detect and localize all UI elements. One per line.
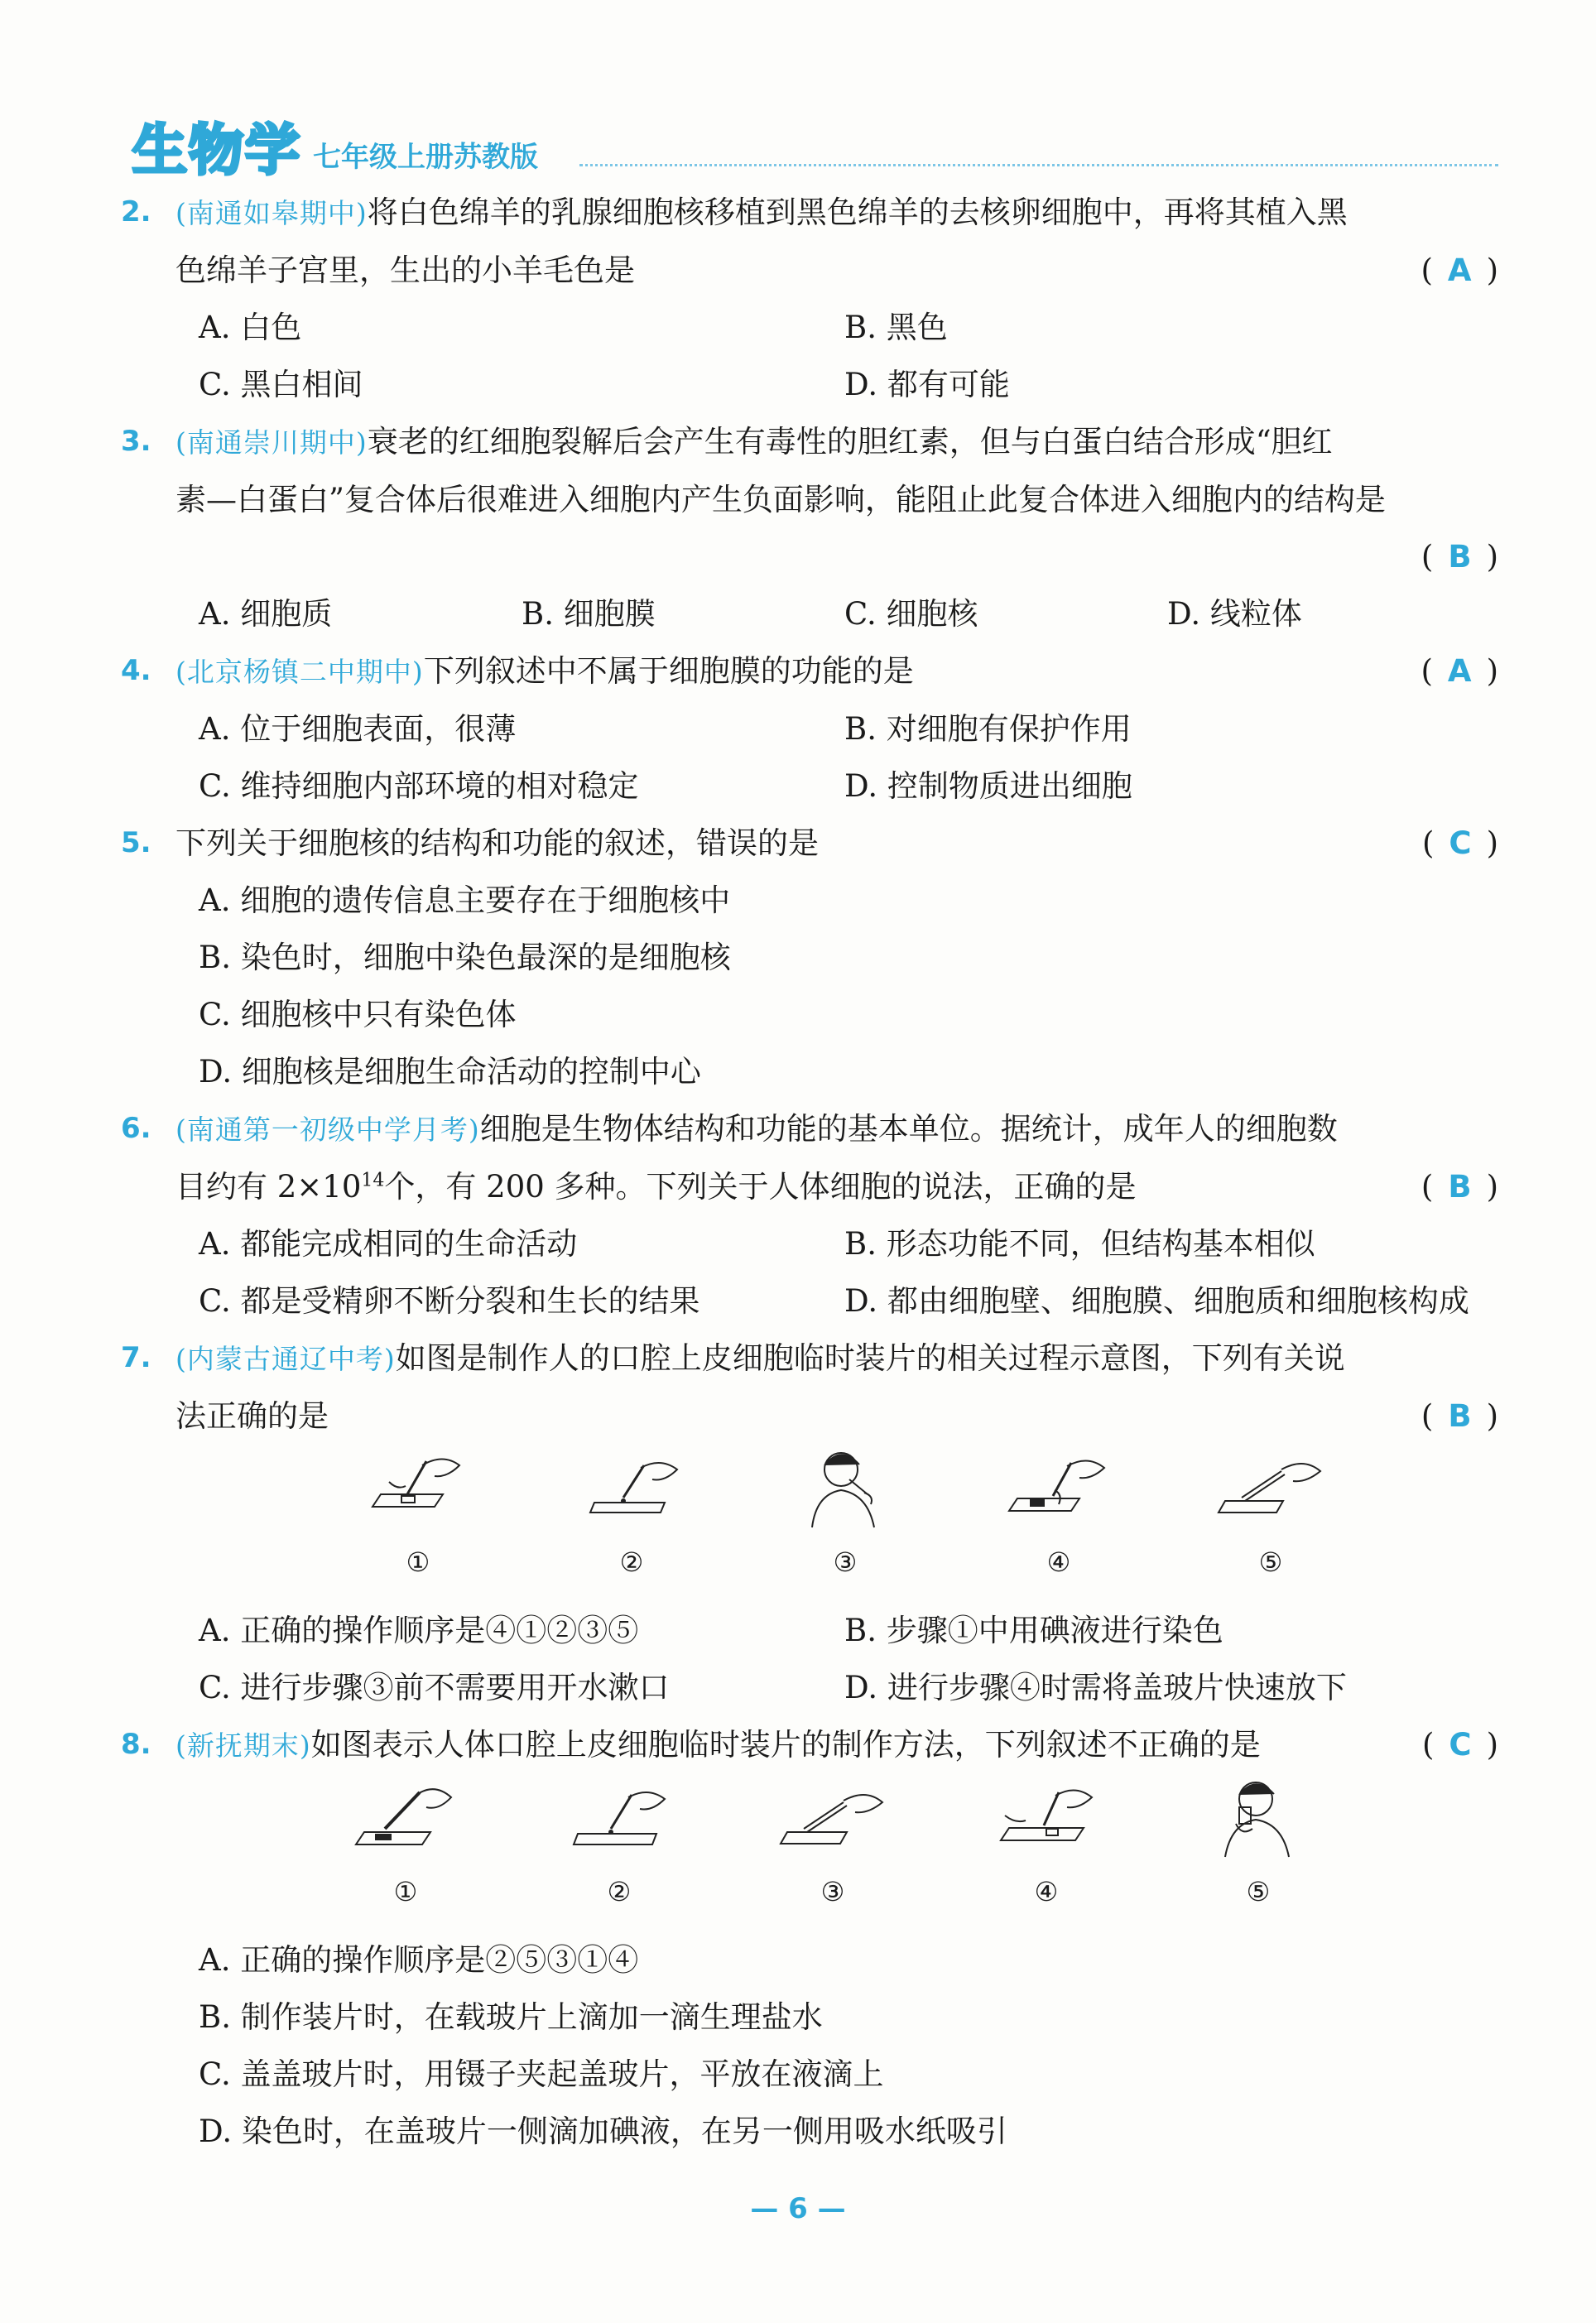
figure-step bbox=[352, 1774, 459, 1907]
option-a: A. 细胞的遗传信息主要存在于细胞核中 bbox=[199, 883, 731, 918]
person-swab-illustration bbox=[791, 1445, 899, 1536]
figure-label: ⑤ bbox=[1246, 1876, 1271, 1907]
option-c: C. 维持细胞内部环境的相对稳定 bbox=[199, 768, 639, 804]
answer-letter: B bbox=[1448, 1398, 1472, 1434]
option-b: B. 黑色 bbox=[844, 310, 948, 345]
figure-label: ③ bbox=[820, 1876, 845, 1907]
question-text: 下列叙述中不属于细胞膜的功能的是 bbox=[423, 653, 914, 689]
option-b: B. 染色时，细胞中染色最深的是细胞核 bbox=[199, 940, 731, 975]
question-5 bbox=[121, 815, 1498, 1100]
exponent: 14 bbox=[361, 1170, 385, 1191]
question-3 bbox=[121, 413, 1498, 642]
option-b: B. 步骤①中用碘液进行染色 bbox=[844, 1613, 1223, 1648]
option-d: D. 控制物质进出细胞 bbox=[844, 768, 1132, 804]
coverslip-forceps-illustration bbox=[779, 1774, 887, 1865]
option-b: B. 细胞膜 bbox=[522, 596, 656, 632]
figure-step bbox=[779, 1774, 887, 1907]
page-header bbox=[132, 106, 1498, 182]
question-number: 7. bbox=[121, 1341, 151, 1374]
question-list bbox=[121, 184, 1498, 2160]
question-number: 3. bbox=[121, 425, 151, 458]
question-text-cont: 法正确的是 bbox=[175, 1398, 329, 1434]
coverslip-forceps-illustration bbox=[1217, 1445, 1324, 1536]
option-d: D. 细胞核是细胞生命活动的控制中心 bbox=[199, 1054, 701, 1089]
figure-label: ④ bbox=[1046, 1546, 1071, 1578]
option-b: B. 形态功能不同，但结构基本相似 bbox=[844, 1226, 1315, 1262]
answer-bracket: ( B ) bbox=[1421, 539, 1498, 575]
figure-step bbox=[1217, 1445, 1324, 1578]
answer-letter: C bbox=[1449, 1727, 1472, 1763]
option-d: D. 染色时，在盖玻片一侧滴加碘液，在另一侧用吸水纸吸引 bbox=[199, 2114, 1007, 2149]
option-c: C. 细胞核 bbox=[844, 596, 978, 632]
option-c: C. 进行步骤③前不需要用开水漱口 bbox=[199, 1670, 670, 1705]
stain-slide-illustration bbox=[1005, 1445, 1113, 1536]
question-text: 将白色绵羊的乳腺细胞核移植到黑色绵羊的去核卵细胞中，再将其植入黑 bbox=[367, 195, 1348, 230]
option-a: A. 正确的操作顺序是④①②③⑤ bbox=[199, 1613, 639, 1648]
answer-letter: A bbox=[1447, 653, 1472, 689]
answer-bracket: ( C ) bbox=[1421, 825, 1498, 861]
option-a: A. 位于细胞表面，很薄 bbox=[199, 711, 517, 747]
question-6 bbox=[121, 1100, 1498, 1330]
option-c: C. 细胞核中只有染色体 bbox=[199, 997, 517, 1032]
figure-step bbox=[1204, 1774, 1312, 1907]
answer-bracket: ( A ) bbox=[1421, 653, 1498, 689]
figure-label: ② bbox=[619, 1546, 644, 1578]
question-text-cont-2: 个，有 200 多种。下列关于人体细胞的说法，正确的是 bbox=[384, 1169, 1137, 1205]
answer-letter: A bbox=[1447, 252, 1472, 288]
option-d: D. 线粒体 bbox=[1167, 596, 1302, 632]
figure-step bbox=[578, 1445, 685, 1578]
question-8 bbox=[121, 1716, 1498, 2160]
question-number: 5. bbox=[121, 826, 151, 859]
option-b: B. 制作装片时，在载玻片上滴加一滴生理盐水 bbox=[199, 1999, 823, 2035]
book-subtitle: 七年级上册苏教版 bbox=[313, 141, 538, 174]
question-source: (内蒙古通辽中考) bbox=[175, 1343, 396, 1375]
answer-letter: B bbox=[1448, 539, 1472, 575]
figure-step bbox=[565, 1774, 673, 1907]
option-b: B. 对细胞有保护作用 bbox=[844, 711, 1132, 747]
option-d: D. 都有可能 bbox=[844, 367, 1010, 402]
answer-bracket: ( C ) bbox=[1421, 1727, 1498, 1763]
question-text: 下列关于细胞核的结构和功能的叙述，错误的是 bbox=[175, 825, 819, 861]
answer-bracket: ( A ) bbox=[1421, 252, 1498, 288]
option-d: D. 进行步骤④时需将盖玻片快速放下 bbox=[844, 1670, 1347, 1705]
stain-slide-illustration bbox=[352, 1774, 459, 1865]
question-number: 2. bbox=[121, 195, 151, 228]
question-text-cont: 素—白蛋白”复合体后很难进入细胞内产生负面影响，能阻止此复合体进入细胞内的结构是 bbox=[175, 482, 1386, 517]
question-7 bbox=[121, 1330, 1498, 1716]
dropper-drop-illustration bbox=[565, 1774, 673, 1865]
question-4 bbox=[121, 642, 1498, 815]
figure-label: ① bbox=[406, 1546, 430, 1578]
dropper-drop-illustration bbox=[578, 1445, 685, 1536]
question-source: (南通第一初级中学月考) bbox=[175, 1113, 480, 1146]
question-text-cont: 目约有 2×10 bbox=[175, 1169, 362, 1205]
question-source: (南通崇川期中) bbox=[175, 426, 368, 459]
answer-letter: B bbox=[1448, 1169, 1472, 1205]
figure-label: ③ bbox=[833, 1546, 858, 1578]
option-c: C. 黑白相间 bbox=[199, 367, 363, 402]
question-number: 6. bbox=[121, 1112, 151, 1145]
option-a: A. 白色 bbox=[199, 310, 302, 345]
figure-step bbox=[1005, 1445, 1113, 1578]
figure-label: ① bbox=[393, 1876, 418, 1907]
option-d: D. 都由细胞壁、细胞膜、细胞质和细胞核构成 bbox=[844, 1283, 1469, 1319]
procedure-figure-8 bbox=[352, 1774, 1312, 1931]
question-2 bbox=[121, 184, 1498, 413]
answer-bracket: ( B ) bbox=[1421, 1169, 1498, 1205]
question-number: 4. bbox=[121, 654, 151, 687]
person-rinse-illustration bbox=[1204, 1774, 1312, 1865]
question-source: (南通如皋期中) bbox=[175, 197, 368, 229]
header-divider bbox=[579, 164, 1498, 166]
option-c: C. 都是受精卵不断分裂和生长的结果 bbox=[199, 1283, 700, 1319]
brand-title: 生物学 bbox=[132, 118, 301, 182]
question-source: (新抚期末) bbox=[175, 1729, 311, 1762]
procedure-figure-7 bbox=[364, 1445, 1324, 1602]
option-a: A. 正确的操作顺序是②⑤③①④ bbox=[199, 1942, 639, 1978]
question-text: 如图表示人体口腔上皮细胞临时装片的制作方法，下列叙述不正确的是 bbox=[310, 1727, 1261, 1763]
answer-letter: C bbox=[1449, 825, 1472, 861]
dropper-slide-illustration bbox=[364, 1445, 472, 1536]
answer-bracket: ( B ) bbox=[1421, 1398, 1498, 1434]
figure-label: ④ bbox=[1034, 1876, 1059, 1907]
question-text: 衰老的红细胞裂解后会产生有毒性的胆红素，但与白蛋白结合形成“胆红 bbox=[367, 424, 1333, 459]
question-text: 细胞是生物体结构和功能的基本单位。据统计，成年人的细胞数 bbox=[479, 1111, 1338, 1147]
figure-step bbox=[993, 1774, 1100, 1907]
option-c: C. 盖盖玻片时，用镊子夹起盖玻片，平放在液滴上 bbox=[199, 2056, 884, 2092]
dropper-slide-illustration bbox=[993, 1774, 1100, 1865]
figure-step bbox=[364, 1445, 472, 1578]
figure-label: ⑤ bbox=[1258, 1546, 1283, 1578]
page-number: — 6 — bbox=[750, 2192, 846, 2225]
question-text: 如图是制作人的口腔上皮细胞临时装片的相关过程示意图，下列有关说 bbox=[395, 1340, 1345, 1376]
question-number: 8. bbox=[121, 1728, 151, 1761]
option-a: A. 细胞质 bbox=[199, 596, 333, 632]
option-a: A. 都能完成相同的生命活动 bbox=[199, 1226, 578, 1262]
figure-label: ② bbox=[607, 1876, 632, 1907]
question-source: (北京杨镇二中期中) bbox=[175, 656, 424, 688]
question-text-cont: 色绵羊子宫里，生出的小羊毛色是 bbox=[175, 252, 635, 288]
figure-step bbox=[791, 1445, 899, 1578]
